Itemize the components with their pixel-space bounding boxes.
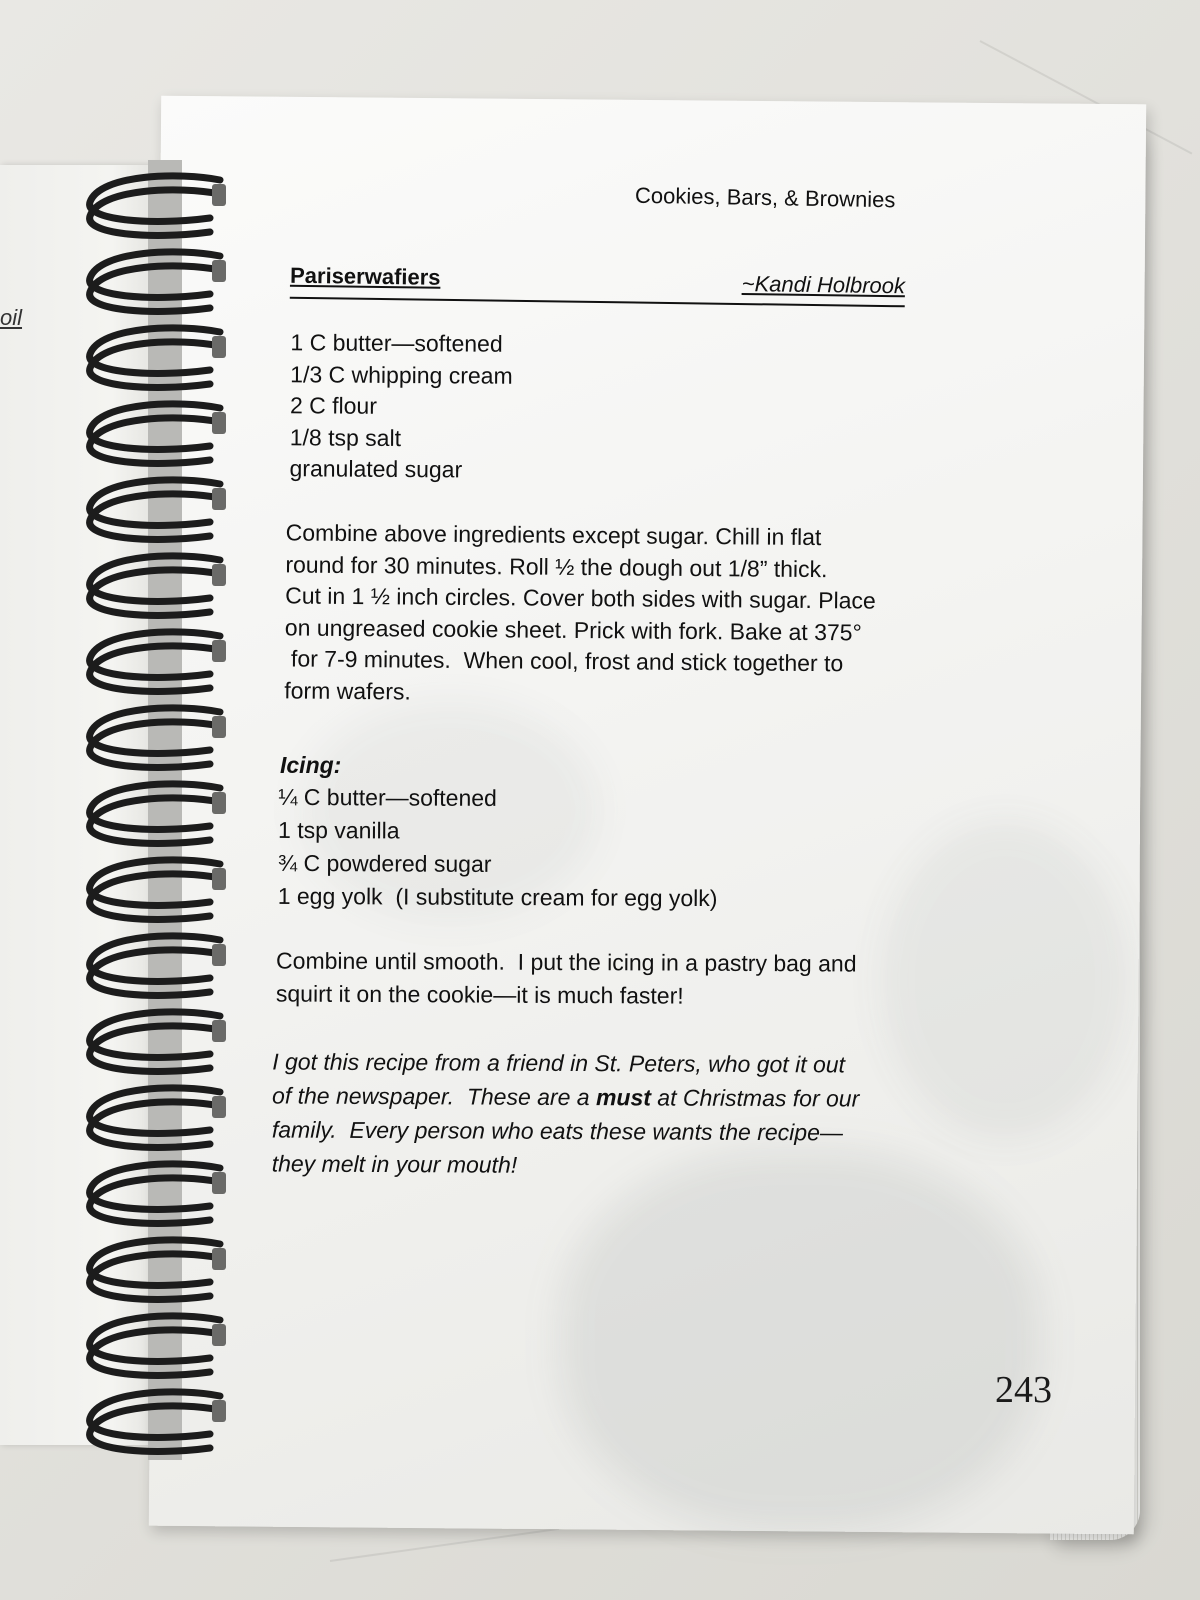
ingredient-list: [289, 327, 513, 486]
icing-ingredient-list: [278, 781, 718, 915]
ingredient-line: granulated sugar: [289, 455, 463, 483]
icing-direction-line: squirt it on the cookie—it is much faster!: [275, 980, 684, 1009]
direction-line: for 7-9 minutes. When cool, frost and stick together to: [284, 645, 844, 677]
section-header: Cookies, Bars, & Brownies: [634, 182, 896, 213]
note-line: [272, 1078, 859, 1115]
punch-hole: [212, 488, 226, 510]
recipe-title: Pariserwafiers: [289, 262, 441, 290]
note-text: of the newspaper. These are a: [272, 1082, 597, 1111]
punch-hole: [212, 1020, 226, 1042]
ingredient-line: 1/3 C whipping cream: [290, 360, 513, 389]
direction-line: form wafers.: [284, 676, 411, 705]
direction-line: Cut in 1 ½ inch circles. Cover both sides with sugar. Place: [285, 582, 876, 614]
punch-hole: [212, 640, 226, 662]
ingredient-line: 1/8 tsp salt: [289, 423, 402, 451]
recipe-author: ~Kandi Holbrook: [741, 271, 906, 299]
icing-direction-line: Combine until smooth. I put the icing in a pastry bag and: [276, 947, 857, 977]
countertop-vein: [330, 1524, 588, 1562]
ingredient-line: 2 C flour: [289, 392, 378, 419]
icing-ingredient-line: ¾ C powdered sugar: [277, 849, 492, 877]
icing-ingredient-line: ¼ C butter—softened: [278, 783, 497, 811]
punch-hole: [212, 1324, 226, 1346]
punch-hole: [212, 1096, 226, 1118]
icing-ingredient-line: 1 egg yolk (I substitute cream for egg yolk): [277, 882, 718, 912]
recipe-note: [272, 1044, 860, 1183]
note-line: I got this recipe from a friend in St. Peters, who got it out: [272, 1048, 846, 1078]
punch-hole: [212, 564, 226, 586]
direction-line: on ungreased cookie sheet. Prick with fork. Bake at 375°: [284, 613, 862, 645]
punch-hole: [212, 260, 226, 282]
directions: [284, 517, 876, 711]
punch-hole: [212, 412, 226, 434]
icing-directions: [276, 944, 857, 1013]
direction-line: round for 30 minutes. Roll ½ the dough out 1/8” thick.: [285, 550, 828, 582]
punch-hole: [212, 792, 226, 814]
note-emphasis: must: [595, 1084, 652, 1111]
punch-hole: [212, 1248, 226, 1270]
binding-strip: [148, 160, 182, 1460]
punch-hole: [212, 716, 226, 738]
left-page-fragment: oil: [0, 305, 23, 330]
punch-hole: [212, 944, 226, 966]
punch-hole: [212, 184, 226, 206]
ingredient-line: 1 C butter—softened: [290, 329, 503, 357]
page-number: 243: [995, 1369, 1052, 1411]
icing-heading: Icing:: [280, 752, 342, 778]
punch-hole: [212, 1400, 226, 1422]
note-text: at Christmas for our: [650, 1084, 860, 1112]
punch-hole: [212, 1172, 226, 1194]
note-line: they melt in your mouth!: [271, 1150, 518, 1178]
direction-line: Combine above ingredients except sugar. Chill in flat: [285, 519, 822, 551]
punch-hole: [212, 336, 226, 358]
punch-hole: [212, 868, 226, 890]
icing-ingredient-line: 1 tsp vanilla: [278, 816, 400, 844]
note-line: family. Every person who eats these wants the recipe—: [271, 1116, 843, 1146]
spiral-binding: [60, 160, 250, 1460]
